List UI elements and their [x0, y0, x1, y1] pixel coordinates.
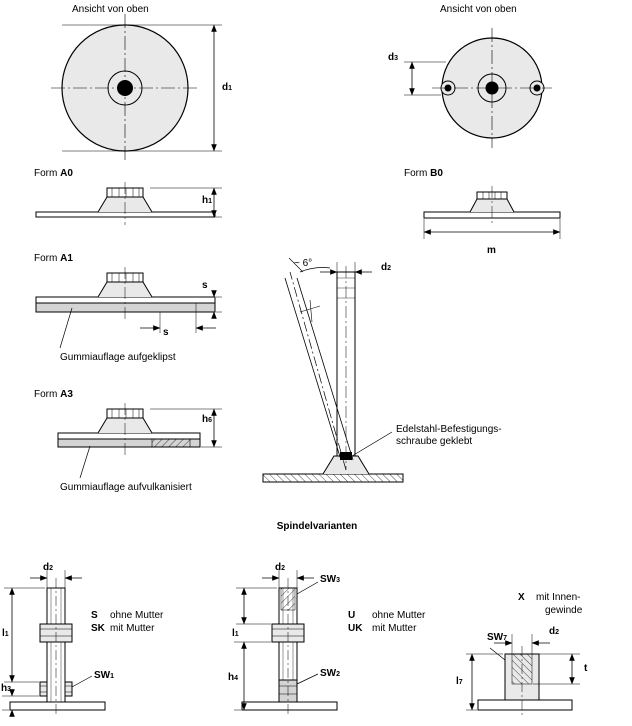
tilt-angle-label: ~ 6°: [294, 258, 313, 269]
section-title-spindelvarianten: Spindelvarianten: [276, 521, 358, 532]
variant-code-x: X: [518, 592, 525, 603]
dim-d2-middle-sub: 2: [281, 565, 286, 572]
dim-h6: h6: [202, 414, 213, 425]
top-view-label-left: Ansicht von oben: [72, 4, 149, 15]
top-view-label-right: Ansicht von oben: [440, 4, 517, 15]
dim-d2-left-sub: 2: [49, 565, 54, 572]
form-name-b0: B0: [430, 168, 443, 179]
form-prefix-b0: Form: [404, 168, 428, 179]
dim-d2-right: d2: [549, 626, 560, 637]
dim-sw7: SW7: [487, 632, 508, 643]
note-stainless-screw-line2: schraube geklebt: [396, 436, 473, 447]
dim-d2-middle: d2: [275, 562, 286, 573]
dim-l1-middle-sub: 1: [234, 631, 239, 638]
dim-d1-sub: 1: [228, 85, 233, 92]
variant-code-u: U: [348, 610, 356, 621]
dim-sw3-sub: 3: [336, 577, 341, 584]
note-stainless-screw-line1: Edelstahl-Befestigungs-: [396, 424, 502, 435]
form-name-a3: A3: [60, 389, 73, 400]
dim-d2-right-sub: 2: [555, 629, 560, 636]
form-name-a1: A1: [60, 253, 73, 264]
form-label-a3: [34, 389, 73, 400]
form-label-b0: [404, 168, 443, 179]
note-rubber-vulcanized: Gummiauflage aufvulkanisiert: [60, 482, 192, 493]
variant-text-uk: mit Mutter: [372, 623, 417, 634]
form-prefix-a0: Form: [34, 168, 58, 179]
variant-text-u: ohne Mutter: [372, 610, 426, 621]
dim-sw2-sub: 2: [336, 671, 341, 678]
variant-text-x-line1: mit Innen-: [536, 592, 581, 603]
form-prefix-a1: Form: [34, 253, 58, 264]
variant-text-x-line2: gewinde: [545, 605, 583, 616]
dim-d1: d1: [222, 82, 233, 93]
dim-sw7-sub: 7: [503, 635, 508, 642]
dim-l7-sub: 7: [458, 679, 463, 686]
dim-sw1-sub: 1: [110, 673, 115, 680]
variant-code-sk: SK: [91, 623, 105, 634]
dim-sw2: SW2: [320, 668, 341, 679]
dim-m: m: [487, 245, 496, 256]
dim-l1-left-sub: 1: [4, 631, 9, 638]
dim-h1: h1: [202, 195, 213, 206]
dim-l7: l7: [456, 676, 463, 687]
dim-l1-left: l1: [2, 628, 9, 639]
dim-d2-left: d2: [43, 562, 54, 573]
dim-d3-sub: 3: [394, 55, 399, 62]
dim-d2-tilt-sub: 2: [387, 265, 392, 272]
dim-h1-sub: 1: [208, 198, 213, 205]
dim-d3: d3: [388, 52, 399, 63]
dim-h6-sub: 6: [208, 417, 213, 424]
dim-l1-middle: l1: [232, 628, 239, 639]
form-prefix-a3: Form: [34, 389, 58, 400]
dim-h4-middle: h4: [228, 672, 239, 683]
variant-text-sk: mit Mutter: [110, 623, 155, 634]
dim-t: t: [584, 663, 588, 674]
dim-sw1: SW1: [94, 670, 115, 681]
note-rubber-clipped: Gummiauflage aufgeklipst: [60, 352, 176, 363]
dim-h3-left: h3: [1, 683, 12, 694]
variant-code-uk: UK: [348, 623, 363, 634]
form-name-a0: A0: [60, 168, 73, 179]
form-label-a0: [34, 168, 73, 179]
dim-d2-tilt: d2: [381, 262, 392, 273]
form-label-a1: [34, 253, 73, 264]
dim-h3-left-sub: 3: [7, 686, 12, 693]
dim-s-lower: s: [163, 327, 169, 338]
dim-h4-middle-sub: 4: [234, 675, 239, 682]
dim-sw3: SW3: [320, 574, 341, 585]
variant-code-s: S: [91, 610, 98, 621]
variant-text-s: ohne Mutter: [110, 610, 164, 621]
dim-s-upper: s: [202, 280, 208, 291]
